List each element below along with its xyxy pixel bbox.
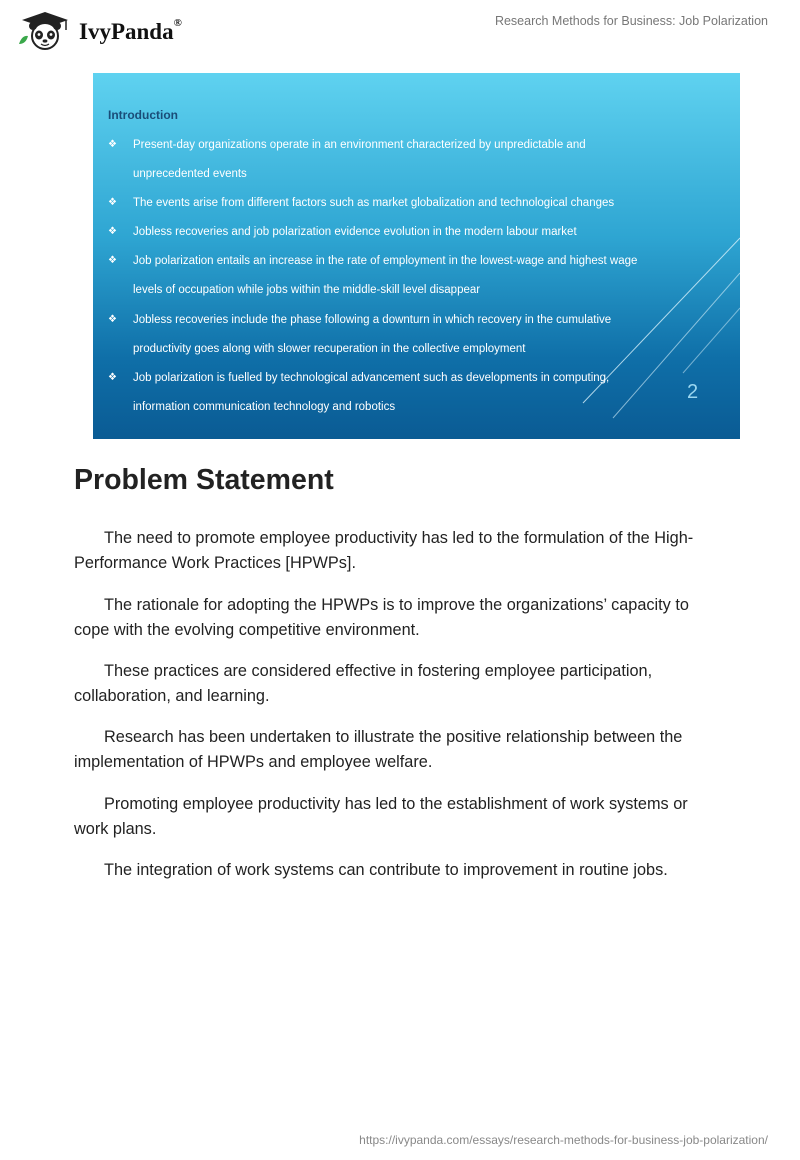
paragraph: The rationale for adopting the HPWPs is to improve the organizations’ capacity to cope with the evolving competitive environment. [74,596,689,639]
paragraph: The integration of work systems can contribute to improvement in routine jobs. [104,861,668,879]
source-url-link[interactable]: https://ivypanda.com/essays/research-methods-for-business-job-polarization/ [359,1133,768,1147]
logo-text: IvyPanda® [79,17,182,44]
slide-heading: Introduction [108,108,178,122]
bullet-diamond-icon: ❖ [108,372,117,383]
ivypanda-logo[interactable] [16,10,196,52]
document-title: Research Methods for Business: Job Polarization [494,14,768,28]
paragraph: These practices are considered effective in fostering employee participation, collaboration, and learning. [74,662,653,705]
panda-graduate-icon [16,10,74,52]
bullet-diamond-icon: ❖ [108,226,117,237]
paragraph: Research has been undertaken to illustrate the positive relationship between the implementation of HPWPs and employee welfare. [74,728,683,771]
bullet-diamond-icon: ❖ [108,255,117,266]
presentation-slide: Introduction ❖ Present-day organizations operate in an environment characterized by unpredictable and unprecedented events ❖ The events arise from different factors such as market globalization and technological changes ❖ Jobless recoveries and job polarization evidence evolution in the modern labour market ❖ Job polarization entails an increase in the rate of employment in the lowest-wage and highest wage levels of occupation while jobs within the middle-skill level disappear ❖ Jobless recoveries include the phase following a downturn in which recovery in the cumulative productivity goes along with slower recuperation in the collective employment ❖ Job polarization is fuelled by technological advancement such as developments in computing, information communication technology and robotics 2 [93,73,740,439]
slide-page-number: 2 [687,381,699,403]
bullet-diamond-icon: ❖ [108,139,117,150]
bullet-diamond-icon: ❖ [108,197,117,208]
paragraph: The need to promote employee productivity has led to the formulation of the High-Performance Work Practices [HPWPs]. [74,529,694,572]
page-header [0,0,800,70]
section-title: Problem Statement [74,464,334,496]
paragraph: Promoting employee productivity has led to the establishment of work systems or work plans. [74,795,688,838]
bullet-diamond-icon: ❖ [108,314,117,325]
